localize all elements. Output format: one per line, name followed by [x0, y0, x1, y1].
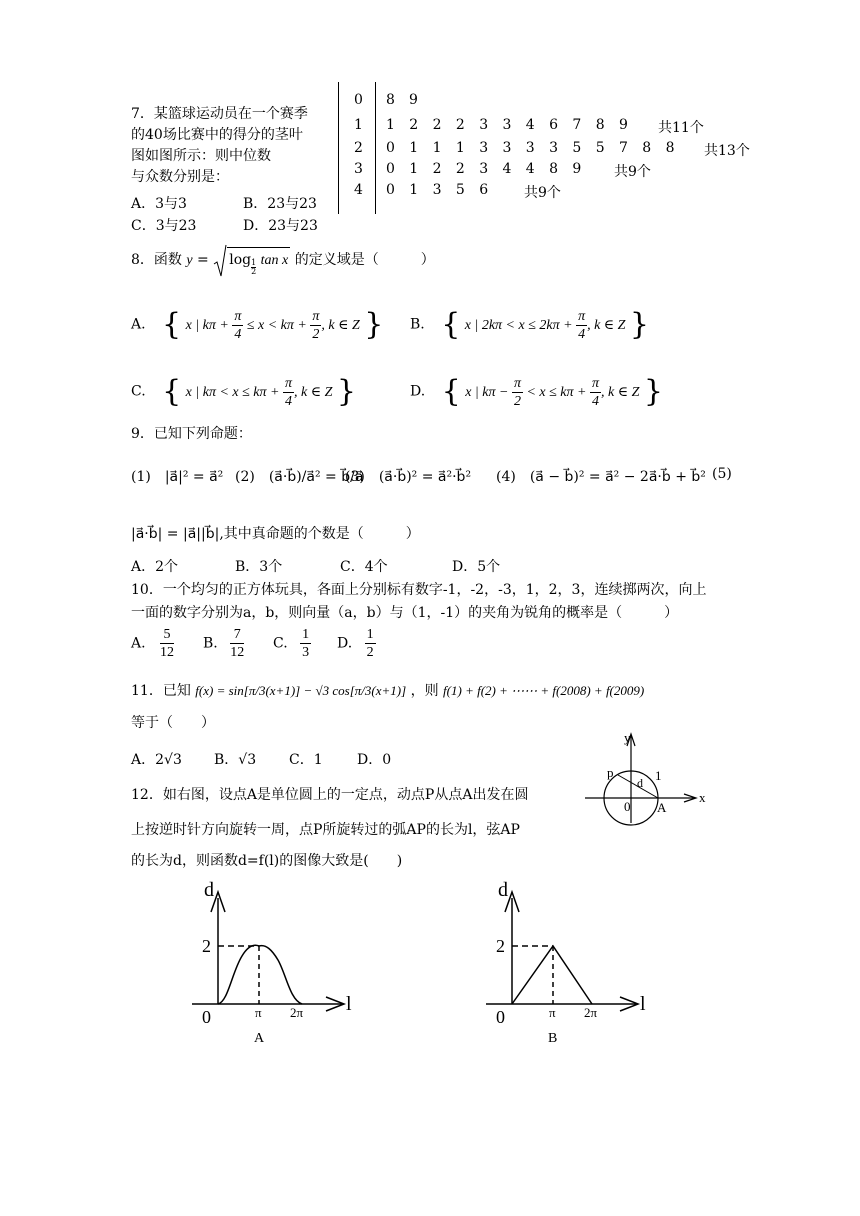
- leaf-value: 2: [455, 161, 465, 177]
- q11-prefix: 11．已知: [131, 683, 191, 699]
- leaf-value: 8: [595, 117, 605, 133]
- q7-line-3: 图如图所示：则中位数: [131, 148, 271, 164]
- leaf-value: 6: [479, 182, 489, 198]
- q8-c-lbrace: {: [162, 374, 182, 409]
- q10-option-d[interactable]: [337, 626, 376, 661]
- leaf-value: 6: [549, 117, 559, 133]
- stem-value: 4: [354, 182, 363, 198]
- graph-a-label-d: d: [204, 880, 214, 901]
- leaf-value: 4: [525, 161, 535, 177]
- q10-option-b[interactable]: [203, 626, 244, 661]
- q8-prefix: 8．函数: [131, 252, 182, 268]
- leaf-value: 9: [619, 117, 628, 133]
- stem-value: 2: [354, 140, 363, 156]
- q10-line-1: 10．一个均匀的正方体玩具，各面上分别标有数字-1，-2，-3，1，2，3，连续掷两次，向上: [131, 582, 707, 598]
- q7-line-4: 与众数分别是：: [131, 169, 229, 185]
- circle-label-a: A: [657, 800, 667, 815]
- leaf-value: 1: [409, 182, 419, 198]
- leaf-value: 8: [642, 140, 652, 156]
- graph-a-label-2: 2: [202, 936, 211, 956]
- stem-row: [338, 92, 778, 112]
- q10-b-den: 12: [230, 645, 245, 660]
- q9-intro: 9．已知下列命题：: [131, 426, 252, 442]
- leaf-value: 7: [619, 140, 628, 156]
- q7-line-1: 7．某篮球运动员在一个赛季: [131, 106, 308, 122]
- stem-row: [338, 140, 778, 160]
- leaf-value: 7: [572, 117, 582, 133]
- graph-a-curve: [218, 945, 302, 1004]
- leaf-value: 2: [455, 117, 465, 133]
- graph-b-label-2pi: 2π: [584, 1005, 598, 1020]
- q9-prop-2: (2) (a⃗·b⃗)/a⃗² = b⃗/a⃗: [235, 469, 364, 485]
- stem-row: [338, 161, 778, 181]
- q9-prop-4: (4) (a⃗ − b⃗)² = a⃗² − 2a⃗·b⃗ + b⃗²: [496, 469, 706, 485]
- stem-leaf-plot: [338, 82, 778, 218]
- graph-a-label-pi: π: [255, 1005, 262, 1020]
- q8-log-base-num: 1: [251, 258, 257, 267]
- circle-label-1: 1: [655, 768, 662, 783]
- q8-stem-text: [131, 247, 435, 276]
- q10-d-label: D.: [337, 635, 353, 652]
- graph-b-label-2: 2: [496, 936, 505, 956]
- q10-a-label: A.: [131, 635, 146, 652]
- stem-row: [338, 182, 778, 202]
- leaf-value: 4: [502, 161, 512, 177]
- leaf-value: 3: [479, 140, 489, 156]
- leaf-value: 3: [549, 140, 559, 156]
- q8-b-lbrace: {: [441, 307, 461, 342]
- q9-option-a[interactable]: A．2个: [131, 559, 179, 575]
- q8-suffix: 的定义域是（ ）: [294, 252, 435, 268]
- q10-c-num: 1: [302, 627, 310, 642]
- graph-b-caption: B: [548, 1031, 558, 1046]
- graph-b-triangle: [512, 946, 592, 1004]
- q10-c-den: 3: [302, 645, 310, 660]
- leaf-value: 3: [479, 117, 489, 133]
- leaf-value: 3: [525, 140, 535, 156]
- graph-b-label-l: l: [640, 993, 646, 1015]
- q10-b-label: B.: [203, 635, 218, 652]
- q10-option-a[interactable]: [131, 626, 174, 661]
- q8-eq: =: [197, 252, 209, 268]
- q9-option-c[interactable]: C．4个: [340, 559, 388, 575]
- leaf-value: 2: [432, 161, 442, 177]
- q12-line-2: 上按逆时针方向旋转一周，点P所旋转过的弧AP的长为l，弦AP: [131, 822, 520, 838]
- q8-log-base-den: 2: [251, 267, 257, 276]
- q9-option-d[interactable]: D．5个: [452, 559, 501, 575]
- q10-b-num: 7: [230, 626, 244, 644]
- leaf-value: 5: [572, 140, 582, 156]
- graph-a-label-l: l: [346, 993, 352, 1015]
- graph-a-label-0: 0: [202, 1007, 211, 1027]
- leaf-value: 9: [409, 92, 418, 108]
- circle-label-y: y: [624, 730, 631, 745]
- leaf-value: 3: [502, 140, 512, 156]
- q8-d-rbrace: }: [643, 374, 663, 409]
- q8-b-body: x | 2kπ < x ≤ 2kπ + $\frac{\pi}{4}$ , k ∈ Z: [464, 308, 626, 342]
- graph-b: [486, 880, 666, 1050]
- graph-a-caption: A: [254, 1031, 265, 1046]
- graph-a-label-2pi: 2π: [290, 1005, 304, 1020]
- q8-c-body: x | kπ < x ≤ kπ + $\frac{\pi}{4}$ , k ∈ Z: [185, 375, 333, 409]
- q8-d-lbrace: {: [441, 374, 461, 409]
- q10-d-den: 2: [366, 645, 374, 660]
- q8-a-body: x | kπ + $\frac{\pi}{4}$ ≤ x < kπ + $\frac{\pi}{2}$ , k ∈ Z: [185, 308, 360, 342]
- q8-y: y: [186, 253, 193, 268]
- q11-line-1: [131, 680, 644, 700]
- graph-b-label-pi: π: [549, 1005, 556, 1020]
- q7-option-c[interactable]: C．3与23: [131, 218, 197, 234]
- leaf-value: 2: [432, 117, 442, 133]
- q11-formula: f(x) = sin[π/3(x+1)] − √3 cos[π/3(x+1)]: [195, 683, 407, 698]
- q11-middle: ，则: [410, 683, 439, 699]
- leaf-value: 5: [595, 140, 605, 156]
- q8-c-label: C.: [131, 383, 146, 400]
- q7-option-d[interactable]: D．23与23: [243, 218, 318, 234]
- graph-b-label-0: 0: [496, 1007, 505, 1027]
- q8-tanx: tan x: [260, 253, 289, 268]
- q10-line-2: 一面的数字分别为a，b，则向量（a，b）与（1，-1）的夹角为锐角的概率是（ ）: [131, 605, 679, 621]
- q10-d-num: 1: [366, 627, 374, 642]
- q10-a-den: 12: [160, 645, 175, 660]
- q8-c-rbrace: }: [336, 374, 356, 409]
- leaf-value: 0: [386, 161, 395, 177]
- q9-prop-5: |a⃗·b⃗| = |a⃗||b⃗|,其中真命题的个数是（ ）: [131, 526, 420, 542]
- graph-b-label-d: d: [498, 880, 508, 901]
- q12-line-1: 12．如右图，设点A是单位圆上的一定点，动点P从点A出发在圆: [131, 787, 529, 803]
- q8-log: log: [229, 252, 252, 268]
- leaf-value: 1: [409, 161, 419, 177]
- q8-option-a[interactable]: [131, 307, 383, 343]
- leaf-value: 1: [409, 140, 419, 156]
- leaf-value: 1: [432, 140, 442, 156]
- q10-c-label: C.: [273, 635, 288, 652]
- q10-option-c[interactable]: [273, 626, 311, 661]
- stem-row-count: 共11个: [658, 120, 704, 136]
- q12-line-3: 的长为d，则函数d=f(l)的图像大致是( ): [131, 853, 403, 869]
- q7-option-b[interactable]: B．23与23: [243, 196, 317, 212]
- leaf-value: 3: [502, 117, 512, 133]
- q8-option-b[interactable]: [410, 307, 649, 343]
- q8-a-label: A.: [131, 316, 146, 333]
- graph-a: [192, 880, 372, 1050]
- q7-line-2: 的40场比赛中的得分的茎叶: [131, 127, 303, 143]
- leaf-value: 1: [386, 117, 395, 133]
- stem-value: 1: [354, 117, 363, 133]
- q11-option-d[interactable]: D．0: [357, 752, 392, 768]
- leaf-value: 1: [455, 140, 465, 156]
- unit-circle-figure: [580, 728, 720, 828]
- stem-row-count: 共9个: [524, 185, 561, 201]
- q11-sum: f(1) + f(2) + ⋯⋯ + f(2008) + f(2009): [443, 683, 645, 698]
- q11-line-2: 等于（ ）: [131, 715, 215, 731]
- q8-d-body: x | kπ − $\frac{\pi}{2}$ < x ≤ kπ + $\frac{\pi}{4}$ , k ∈ Z: [465, 375, 640, 409]
- leaf-value: 3: [432, 182, 442, 198]
- stem-value: 3: [354, 161, 363, 177]
- leaf-value: 3: [479, 161, 489, 177]
- stem-value: 0: [354, 92, 363, 108]
- stem-row-count: 共13个: [704, 143, 750, 159]
- circle-label-p: p: [607, 765, 614, 780]
- circle-label-x: x: [699, 790, 706, 805]
- q9-prop-5-label: (5): [712, 466, 732, 482]
- leaf-value: 0: [386, 182, 395, 198]
- q8-option-c[interactable]: [131, 374, 356, 410]
- q8-b-rbrace: }: [629, 307, 649, 342]
- leaf-value: 9: [572, 161, 582, 177]
- leaf-value: 8: [386, 92, 395, 108]
- leaf-value: 0: [386, 140, 395, 156]
- q7-option-a[interactable]: A．3与3: [131, 196, 187, 212]
- leaf-value: 8: [549, 161, 559, 177]
- q8-a-rbrace: }: [364, 307, 384, 342]
- q8-a-lbrace: {: [162, 307, 182, 342]
- q8-b-label: B.: [410, 316, 425, 333]
- q8-d-label: D.: [410, 383, 426, 400]
- leaf-value: 8: [665, 140, 675, 156]
- leaf-value: 5: [455, 182, 465, 198]
- circle-label-d: d: [637, 776, 643, 790]
- q9-option-b[interactable]: B．3个: [235, 559, 283, 575]
- leaf-value: 2: [409, 117, 419, 133]
- q9-prop-3: (3) (a⃗·b⃗)² = a⃗²·b⃗²: [345, 469, 472, 485]
- stem-row: [338, 117, 778, 137]
- stem-row-count: 共9个: [614, 164, 651, 180]
- q8-option-d[interactable]: [410, 374, 663, 410]
- q11-option-a[interactable]: A．2√3: [131, 752, 182, 768]
- q11-option-b[interactable]: B．√3: [214, 752, 257, 768]
- q9-prop-1: (1) |a⃗|² = a⃗²: [131, 469, 224, 485]
- q8-sqrt-icon: [213, 250, 227, 270]
- leaf-value: 4: [525, 117, 535, 133]
- q11-option-c[interactable]: C．1: [289, 752, 323, 768]
- circle-label-o: 0: [624, 799, 631, 814]
- q10-a-num: 5: [160, 626, 174, 644]
